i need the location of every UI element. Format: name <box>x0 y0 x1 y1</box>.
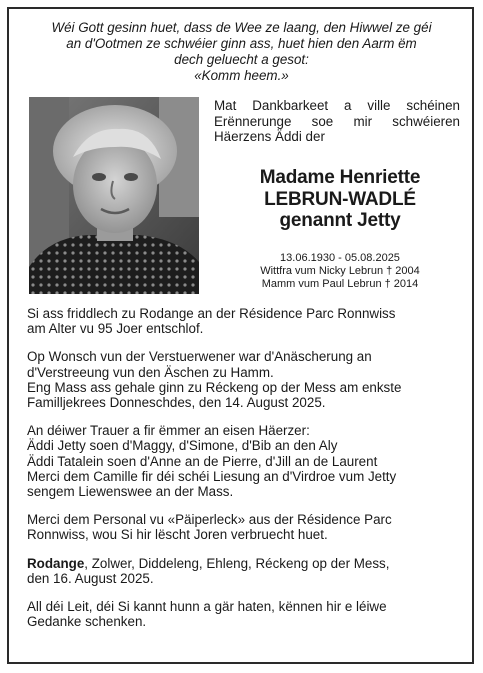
thanks-line: Mat Dankbarkeet a ville schéinen <box>214 98 460 113</box>
text-line: All déi Leit, déi Si kannt hunn a gär haten, kënnen hir e léiwe <box>27 599 387 615</box>
life-dates <box>214 252 466 291</box>
text-line: Äddi Tatalein soen d'Anne an de Pierre, d'Jill an de Laurent <box>27 453 378 469</box>
paragraph-closing <box>27 599 465 629</box>
text-line: Eng Mass ass gehale ginn zu Réckeng op der Mess am enkste <box>27 379 402 395</box>
text-line: Familljekrees Donneschdes, den 14. August 2025. <box>27 395 326 411</box>
text-line: d'Verstreeung vun den Äschen zu Hamm. <box>27 364 274 380</box>
name-line: LEBRUN-WADLÉ <box>264 188 416 210</box>
thanks-intro <box>214 98 460 145</box>
paragraph-staff-thanks <box>27 512 465 542</box>
text-line: Merci dem Personal vu «Päiperleck» aus der Résidence Parc <box>27 512 392 528</box>
widow-note: Wittfra vum Nicky Lebrun † 2004 <box>260 265 420 277</box>
text-line: Äddi Jetty soen d'Maggy, d'Simone, d'Bib an den Aly <box>27 438 338 454</box>
name-line: genannt Jetty <box>279 210 401 231</box>
text-line: Si ass friddlech zu Rodange an der Résidence Parc Ronnwiss <box>27 306 396 321</box>
text-line <box>27 556 465 571</box>
opening-quote <box>16 20 467 84</box>
quote-line: an d'Ootmen ze schwéier ginn ass, huet hien den Aarm ëm <box>66 36 417 51</box>
text-line: Ronnwiss, wou Si hir lëscht Joren verbruecht huet. <box>27 527 328 543</box>
quote-line: Wéi Gott gesinn huet, dass de Wee ze laang, den Hiwwel ze géi <box>51 20 432 35</box>
text-line: Merci dem Camille fir déi schéi Liesung an d'Virdroe vum Jetty <box>27 468 397 484</box>
mother-note: Mamm vum Paul Lebrun † 2014 <box>261 278 419 290</box>
text-line: am Alter vu 95 Joer entschlof. <box>27 321 204 337</box>
text-line: An déiwer Trauer a fir ëmmer an eisen Häerzer: <box>27 423 310 439</box>
thanks-line: Häerzens Äddi der <box>214 129 325 144</box>
paragraph-place-date <box>27 556 465 586</box>
notice-body <box>27 306 465 642</box>
text-line: Op Wonsch vun der Verstuerwener war d'Anäscherung an <box>27 349 372 365</box>
paragraph-cremation <box>27 349 465 410</box>
lifespan: 13.06.1930 - 05.08.2025 <box>280 252 400 264</box>
paragraph-mourners <box>27 423 465 499</box>
thanks-line: Erënnerunge soe mir schwéieren <box>214 113 460 129</box>
place-list: , Zolwer, Diddeleng, Ehleng, Réckeng op der Mess, <box>84 555 390 571</box>
quote-line: «Komm heem.» <box>194 68 289 83</box>
text-line: den 16. August 2025. <box>27 570 154 586</box>
text-line: Gedanke schenken. <box>27 614 147 630</box>
deceased-name <box>214 167 466 232</box>
portrait-photo <box>29 97 199 294</box>
place-name: Rodange <box>27 555 85 571</box>
name-line: Madame Henriette <box>259 167 421 188</box>
quote-line: dech geluecht a gesot: <box>174 52 309 67</box>
text-line: sengem Liewenswee an der Mass. <box>27 484 234 500</box>
paragraph-passing <box>27 306 465 336</box>
portrait-illustration <box>29 97 199 294</box>
